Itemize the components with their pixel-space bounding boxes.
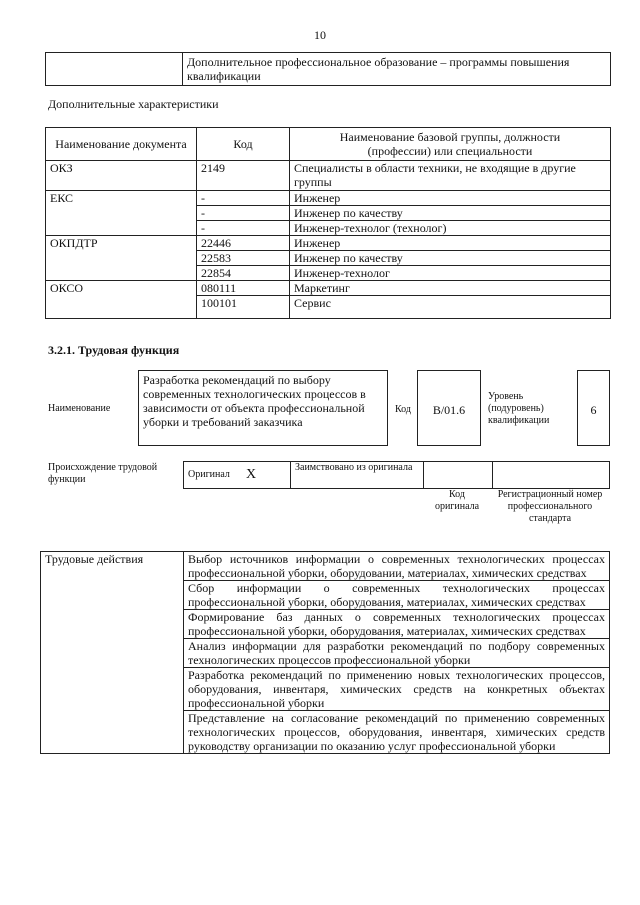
- row-code: 22446: [197, 236, 290, 251]
- row-doc: ОКЗ: [46, 161, 197, 191]
- row-name: Инженер: [290, 191, 611, 206]
- education-empty-cell: [46, 53, 183, 86]
- row-name: Маркетинг: [290, 281, 611, 296]
- labor-actions-table: [40, 551, 610, 754]
- level-box: [577, 370, 610, 446]
- borrowed-label: Заимствовано из оригинала: [291, 462, 424, 489]
- registration-number-caption: Регистрационный номер профессионального стандарта: [497, 489, 603, 524]
- labor-action: Формирование баз данных о современных технологических процессах профессиональной уборки, оборудования, материалах, химических средствах: [184, 610, 610, 639]
- header-document: Наименование документа: [46, 128, 197, 161]
- row-doc: ОКСО: [46, 281, 197, 319]
- origin-table: [183, 461, 610, 489]
- original-mark: X: [242, 462, 291, 489]
- function-name: Разработка рекомендаций по выбору современных технологических процессов в зависимости от объекта профессиональной уборки и требований заказчика: [143, 373, 366, 429]
- labor-action: Разработка рекомендаций по применению новых технологических процессов, оборудования, инвентаря, химических средств на конкретных объектах профессиональной уборки: [184, 668, 610, 711]
- level-label: Уровень (подуровень) квалификации: [488, 391, 550, 426]
- header-code: Код: [197, 128, 290, 161]
- row-doc: ОКПДТР: [46, 236, 197, 281]
- characteristics-header-row: [46, 128, 611, 161]
- education-text: Дополнительное профессиональное образование – программы повышения квалификации: [183, 53, 611, 86]
- registration-number-cell: [493, 462, 610, 489]
- origin-label: Происхождение трудовой функции: [48, 462, 158, 485]
- table-row: [46, 191, 611, 206]
- row-code: -: [197, 221, 290, 236]
- row-name: Инженер по качеству: [290, 251, 611, 266]
- level-value: 6: [590, 403, 597, 417]
- characteristics-table: [45, 127, 611, 319]
- table-row: [46, 161, 611, 191]
- labor-actions-label: Трудовые действия: [41, 552, 184, 754]
- original-label: Оригинал: [184, 462, 243, 489]
- row-name: Сервис: [290, 296, 611, 319]
- row-code: 22854: [197, 266, 290, 281]
- header-name: Наименование базовой группы, должности (профессии) или специальности: [290, 128, 611, 161]
- name-label: Наименование: [48, 403, 111, 414]
- table-row: [46, 236, 611, 251]
- row-code: -: [197, 206, 290, 221]
- code-label: Код: [395, 404, 411, 415]
- function-name-box: [138, 370, 388, 446]
- row-name: Специалисты в области техники, не входящие в другие группы: [290, 161, 611, 191]
- original-code-caption: Код оригинала: [434, 489, 480, 512]
- row-name: Инженер: [290, 236, 611, 251]
- page-number: 10: [314, 28, 326, 42]
- row-code: 100101: [197, 296, 290, 319]
- function-heading: 3.2.1. Трудовая функция: [48, 343, 180, 357]
- additional-characteristics-heading: Дополнительные характеристики: [48, 97, 219, 111]
- row-name: Инженер-технолог (технолог): [290, 221, 611, 236]
- row-code: 22583: [197, 251, 290, 266]
- labor-action: Представление на согласование рекомендаций по применению современных технологических процессов, оборудования, инвентаря, химических средств руководству организации по оказанию услуг профессиональной уборки: [184, 711, 610, 754]
- row-name: Инженер-технолог: [290, 266, 611, 281]
- labor-action: Выбор источников информации о современных технологических процессах профессиональной уборки, оборудовании, материалах, химических средствах: [184, 552, 610, 581]
- education-table: [45, 52, 611, 86]
- original-code-cell: [424, 462, 493, 489]
- row-code: 2149: [197, 161, 290, 191]
- labor-action: Сбор информации о современных технологических процессах профессиональной уборки, оборудования, материалах, химических средствах: [184, 581, 610, 610]
- table-row: [46, 281, 611, 296]
- row-doc: ЕКС: [46, 191, 197, 236]
- row-name: Инженер по качеству: [290, 206, 611, 221]
- row-code: -: [197, 191, 290, 206]
- table-row: [41, 552, 610, 581]
- function-code: B/01.6: [432, 403, 466, 417]
- function-code-box: [417, 370, 481, 446]
- labor-action: Анализ информации для разработки рекомендаций по подбору современных технологических процессов профессиональной уборки: [184, 639, 610, 668]
- row-code: 080111: [197, 281, 290, 296]
